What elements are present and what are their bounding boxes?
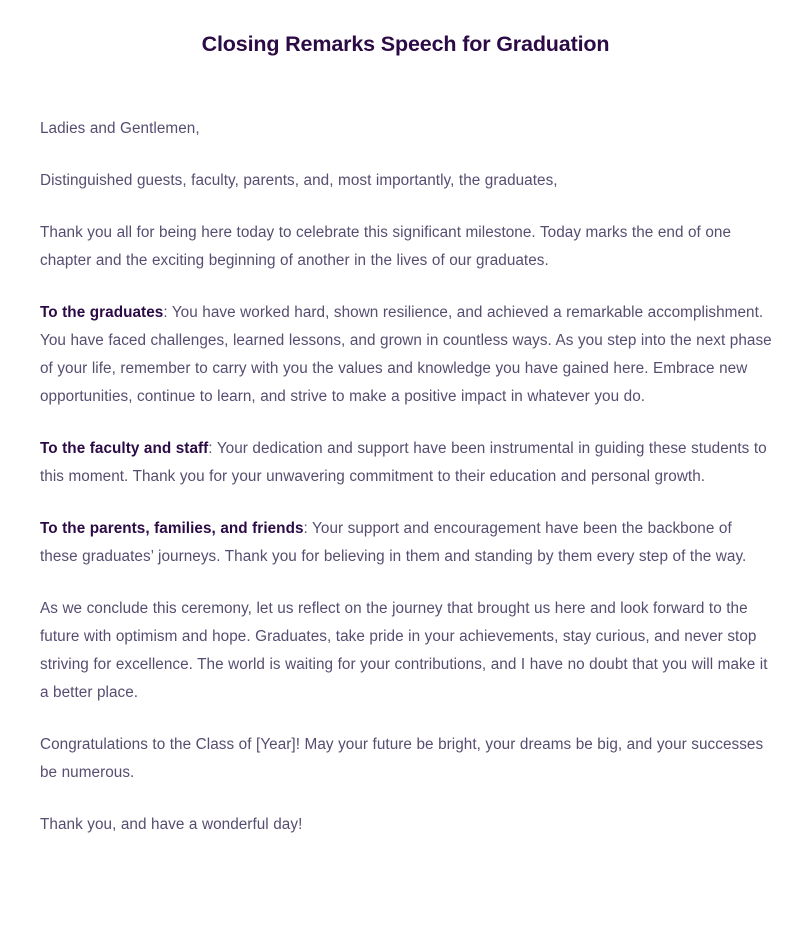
paragraph-text: Thank you, and have a wonderful day! — [40, 816, 303, 833]
document-body — [0, 115, 811, 839]
paragraph-text: : Your support and encouragement have been the backbone of these graduates’ journeys. Thank you for believing in them and standing by them every step of the way. — [40, 520, 747, 565]
paragraph-congratulations — [40, 731, 773, 787]
paragraph-text: As we conclude this ceremony, let us reflect on the journey that brought us here and look forward to the future with optimism and hope. Graduates, take pride in your achievements, stay curious, and never stop striving for excellence. The world is waiting for your contributions, and I have no doubt that you will make it a better place. — [40, 600, 768, 701]
paragraph-to-the-faculty-and-staff — [40, 435, 773, 491]
paragraph-opening-thanks — [40, 219, 773, 275]
paragraph-text: Thank you all for being here today to celebrate this significant milestone. Today marks the end of one chapter and the exciting beginning of another in the lives of our graduates. — [40, 224, 732, 269]
paragraph-text: Distinguished guests, faculty, parents, and, most importantly, the graduates, — [40, 172, 558, 189]
paragraph-to-the-parents-families-friends — [40, 515, 773, 571]
paragraph-text: Ladies and Gentlemen, — [40, 120, 200, 137]
paragraph-text: : You have worked hard, shown resilience, and achieved a remarkable accomplishment. You have faced challenges, learned lessons, and grown in countless ways. As you step into the next phase of your life, remember to carry with you the values and knowledge you have gained here. Embrace new opportunities, continue to learn, and strive to make a positive impact in whatever you do. — [40, 304, 772, 405]
paragraph-text: : Your dedication and support have been instrumental in guiding these students to this moment. Thank you for your unwavering commitment to their education and personal growth. — [40, 440, 767, 485]
paragraph-lead-in: To the graduates — [40, 304, 164, 321]
paragraph-salutation-ladies-gentlemen — [40, 115, 773, 143]
paragraph-closing-thanks — [40, 811, 773, 839]
page-title: Closing Remarks Speech for Graduation — [201, 32, 610, 56]
paragraph-text: Congratulations to the Class of [Year]! May your future be bright, your dreams be big, and your successes be numerous. — [40, 736, 764, 781]
paragraph-lead-in: To the parents, families, and friends — [40, 520, 304, 537]
paragraph-lead-in: To the faculty and staff — [40, 440, 209, 457]
paragraph-to-the-graduates — [40, 299, 773, 411]
paragraph-salutation-distinguished-guests — [40, 167, 773, 195]
paragraph-conclusion-reflection — [40, 595, 773, 707]
